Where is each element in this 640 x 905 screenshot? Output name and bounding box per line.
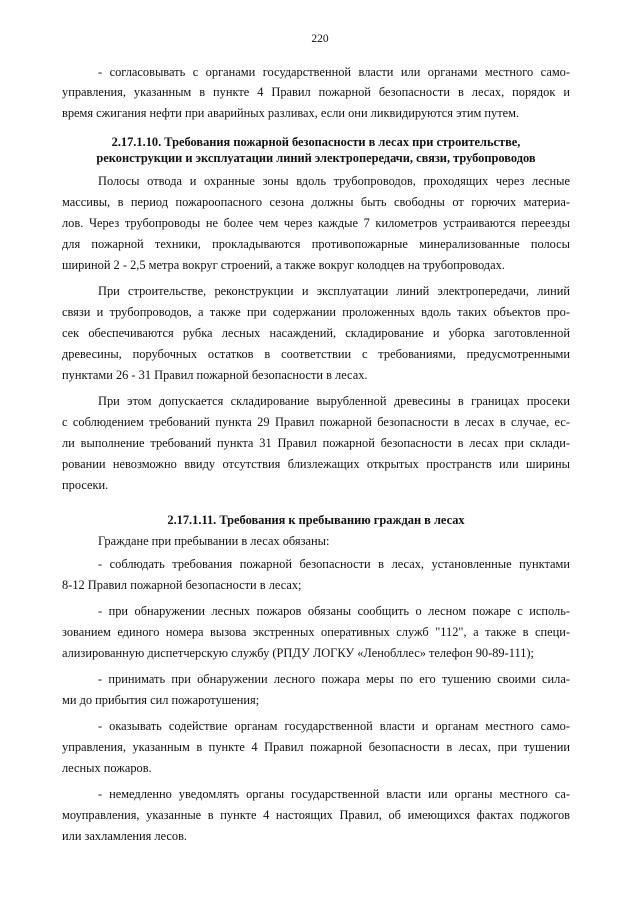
text-line: При строительстве, реконструкции и эксплуатации линий электропередачи, линий bbox=[98, 284, 570, 298]
text-line: древесины, порубочных остатков в соответствии с требованиями, предусмотренными bbox=[62, 347, 570, 361]
text-line: управления, указанным в пункте 4 Правил пожарной безопасности в лесах, при тушении bbox=[62, 740, 570, 754]
text-line: - соблюдать требования пожарной безопасности в лесах, установленные пунктами bbox=[98, 557, 570, 571]
text-line: шириной 2 - 2,5 метра вокруг строений, а также вокруг колодцев на трубопроводах. bbox=[62, 258, 505, 272]
text-line: лов. Через трубопроводы не более чем через каждые 7 километров устраиваются переезды bbox=[62, 216, 570, 230]
text-line: Граждане при пребывании в лесах обязаны: bbox=[98, 534, 330, 548]
text-line: - при обнаружении лесных пожаров обязаны сообщить о лесном пожаре с исполь- bbox=[98, 604, 570, 618]
section-heading: реконструкции и эксплуатации линий электропередачи, связи, трубопроводов bbox=[96, 151, 536, 165]
text-line: ли выполнение требований пункта 31 Правил пожарной безопасности в лесах при склади- bbox=[62, 436, 570, 450]
text-line: связи и трубопроводов, а также при содержании проложенных вдоль таких объектов про- bbox=[62, 305, 570, 319]
text-line: При этом допускается складирование вырубленной древесины в границах просеки bbox=[98, 394, 570, 408]
text-line: ми до прибытия сил пожаротушения; bbox=[62, 693, 260, 707]
text-line: моуправления, указанные в пункте 4 настоящих Правил, об имеющихся фактах поджогов bbox=[62, 808, 570, 822]
text-line: - оказывать содействие органам государственной власти и органам местного само- bbox=[98, 719, 570, 733]
text-line: - немедленно уведомлять органы государственной власти или органы местного са- bbox=[98, 787, 570, 801]
text-line: - согласовывать с органами государственной власти или органами местного само- bbox=[98, 65, 570, 79]
text-line: ровании невозможно ввиду отсутствия близлежащих открытых пространств или ширины bbox=[62, 457, 570, 471]
text-line: сек обеспечиваются рубка лесных насаждений, складирование и уборка заготовленной bbox=[62, 326, 570, 340]
text-line: с соблюдением требований пункта 29 Правил пожарной безопасности в лесах в случае, ес- bbox=[62, 415, 570, 429]
text-line: Полосы отвода и охранные зоны вдоль трубопроводов, проходящих через лесные bbox=[98, 174, 570, 188]
text-line: управления, указанным в пункте 4 Правил пожарной безопасности в лесах, порядок и bbox=[62, 85, 570, 99]
text-line: время сжигания нефти при аварийных разливах, если они ликвидируются этим путем. bbox=[62, 106, 520, 120]
page-number: 220 bbox=[311, 33, 329, 45]
text-line: просеки. bbox=[62, 478, 109, 492]
text-line: лесных пожаров. bbox=[62, 761, 152, 775]
text-line: пунктами 26 - 31 Правил пожарной безопасности в лесах. bbox=[62, 368, 368, 382]
text-line: массивы, в период пожароопасного сезона должны быть свободны от горючих материа- bbox=[62, 195, 570, 209]
text-line: - принимать при обнаружении лесного пожара меры по его тушению своими сила- bbox=[98, 672, 570, 686]
text-line: 8-12 Правил пожарной безопасности в лесах; bbox=[62, 578, 302, 592]
section-heading: 2.17.1.10. Требования пожарной безопасности в лесах при строительстве, bbox=[111, 135, 521, 149]
text-line: ализированную диспетчерскую службу (РПДУ ЛОГКУ «Ленобллес» телефон 90-89-111); bbox=[62, 646, 534, 660]
section-heading: 2.17.1.11. Требования к пребыванию граждан в лесах bbox=[167, 513, 465, 527]
text-line: для пожарной техники, прокладываются противопожарные минерализованные полосы bbox=[62, 237, 570, 251]
text-line: зованием единого номера вызова экстренных оперативных служб "112", а также в специ- bbox=[62, 625, 570, 639]
text-line: или захламления лесов. bbox=[62, 829, 188, 843]
